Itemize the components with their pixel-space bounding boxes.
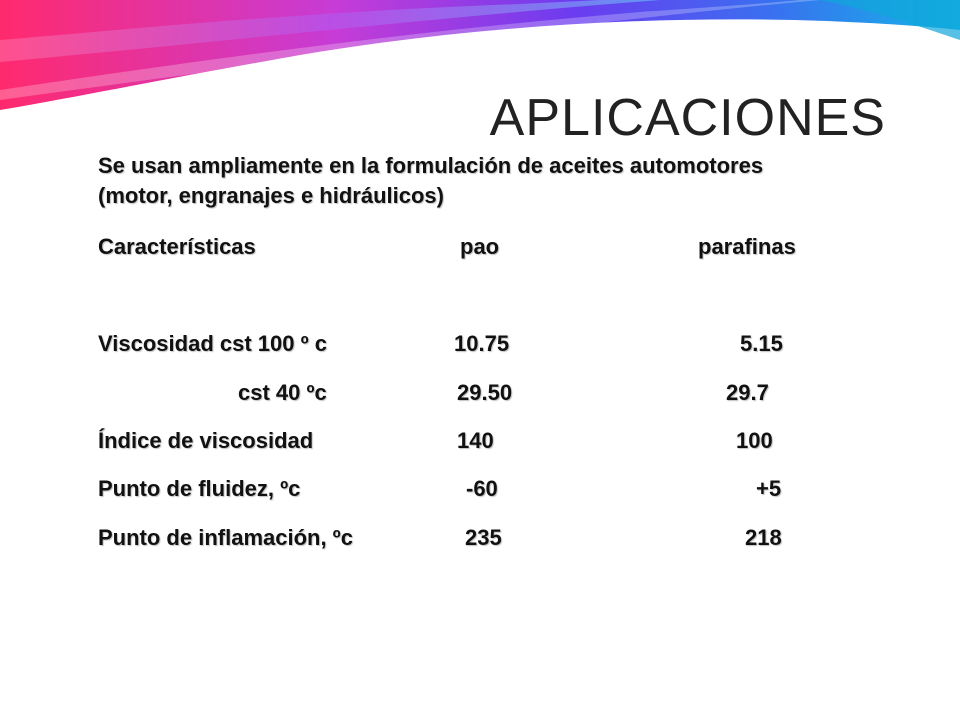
row-pao-value: -60 <box>466 476 498 501</box>
row-pao-value: 235 <box>465 525 502 550</box>
row-label: Viscosidad cst 100 º c <box>98 331 327 356</box>
intro-line-1: Se usan ampliamente en la formulación de aceites automotores <box>98 153 764 178</box>
header-pao: pao <box>460 234 500 259</box>
row-parafinas-value: 218 <box>745 525 782 550</box>
row-pao-value: 29.50 <box>457 380 513 405</box>
row-label: Punto de fluidez, ºc <box>98 476 301 501</box>
row-parafinas-value: 29.7 <box>726 380 769 405</box>
row-label: Punto de inflamación, ºc <box>98 525 353 550</box>
slide-title: APLICACIONES <box>489 89 886 147</box>
header-parafinas: parafinas <box>698 234 796 259</box>
row-parafinas-value: +5 <box>756 476 782 501</box>
row-pao-value: 10.75 <box>454 331 510 356</box>
row-label: Índice de viscosidad <box>98 428 314 453</box>
row-label: cst 40 ºc <box>238 380 327 405</box>
row-pao-value: 140 <box>457 428 494 453</box>
intro-text <box>98 151 763 211</box>
intro-line-2: (motor, engranajes e hidráulicos) <box>98 183 444 208</box>
row-parafinas-value: 100 <box>736 428 773 453</box>
row-parafinas-value: 5.15 <box>740 331 783 356</box>
header-characteristics: Características <box>98 234 256 259</box>
